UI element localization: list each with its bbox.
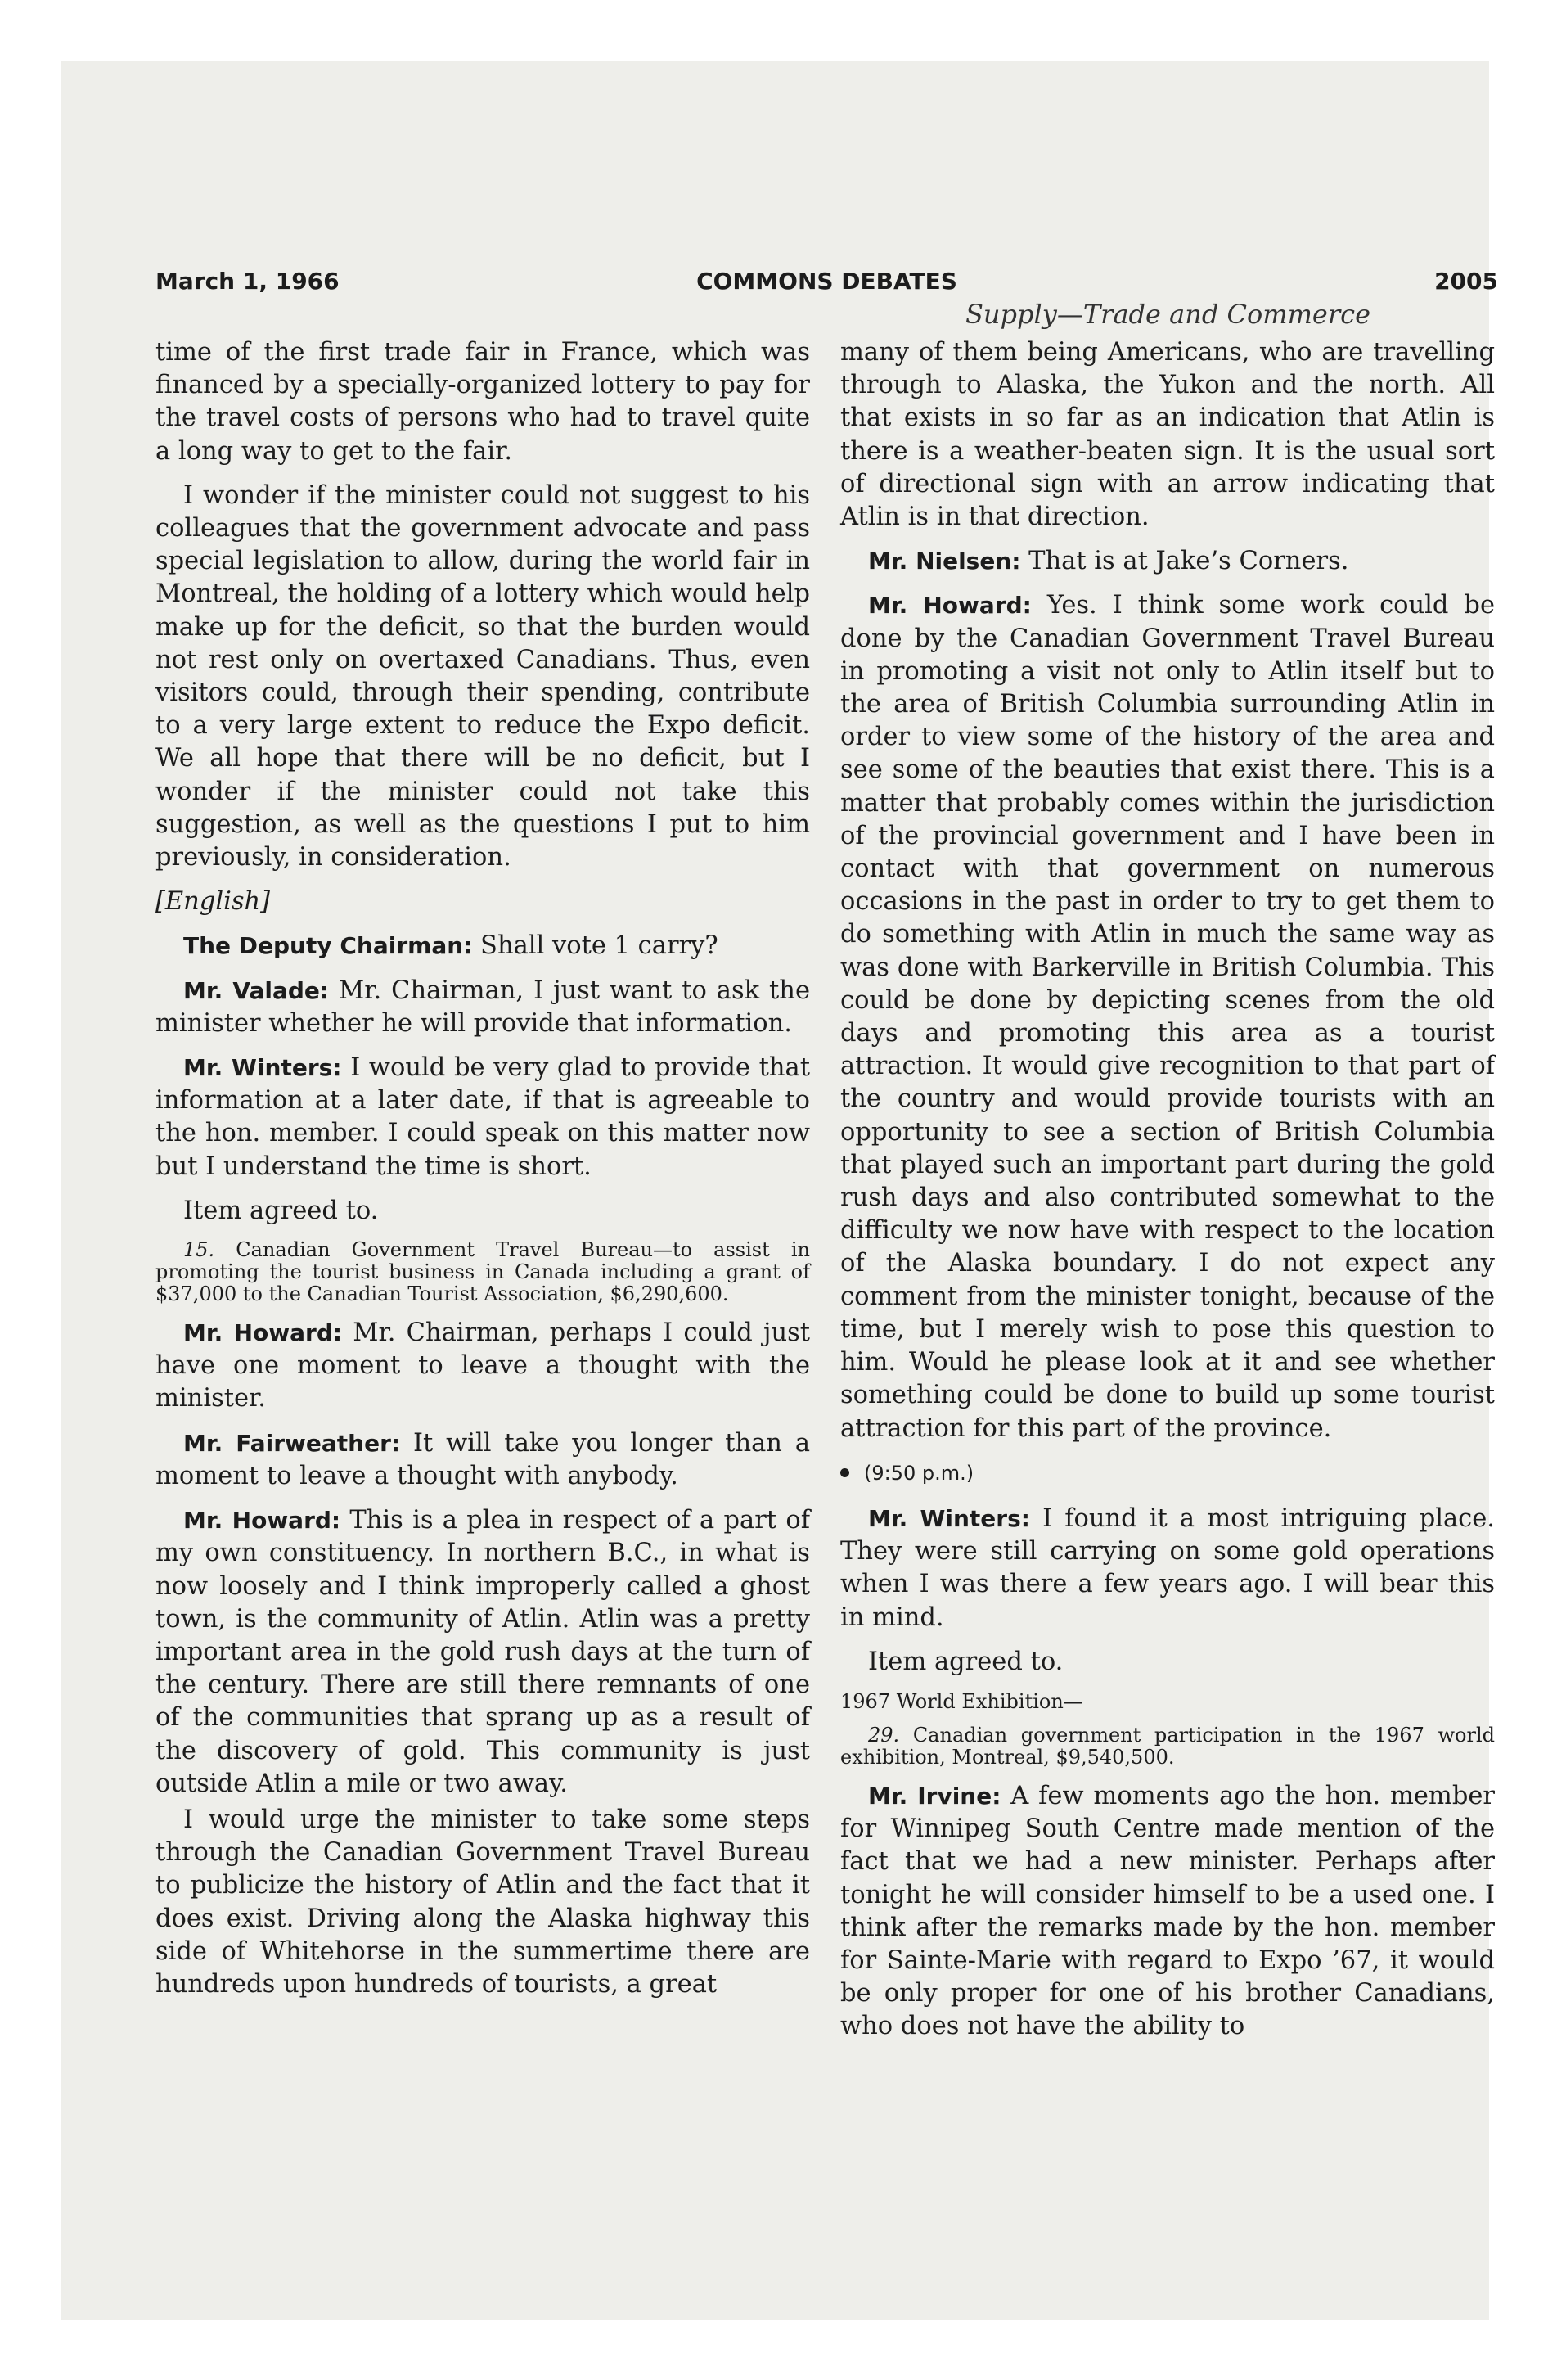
speaker-name: Mr. Howard: (183, 1507, 341, 1535)
speech-text: Mr. Chairman, I just want to ask the minister whether he will provide that information. (155, 976, 810, 1038)
speech-text: I found it a most intriguing place. They were still carrying on some gold operations when I was there a few years ago. I will bear this in mind. (840, 1503, 1495, 1632)
item-agreed: Item agreed to. (183, 1196, 379, 1225)
language-marker: [English] (155, 887, 271, 917)
speech-text: Yes. I think some work could be done by the Canadian Government Travel Bureau in promoting a visit not only to Atlin itself but to the area of British Columbia surrounding Atlin in order to view some of the history of the area and see some of the beauties that exist there. This is a matter that probably comes within the jurisdiction of the provincial government and I have been in contact with that government on numerous occasions in the past in order to try to get them to do something with Atlin in much the same way as was done with Barkerville in British Columbia. This could be done by depicting scenes from the old days and promoting this area as a tourist attraction. It would give recognition to that part of the country and would provide tourists with an opportunity to see a section of British Columbia that played such an important part during the gold rush days and also contributed somewhat to the difficulty we now have with respect to the location of the Alaska boundary. I do not expect any comment from the minister tonight, because of the time, but I merely wish to pose this question to him. Would he please look at it and see whether something could be done to build up some tourist attraction for this part of the province. (840, 591, 1496, 1443)
estimate-item (155, 1239, 810, 1305)
paragraph: I wonder if the minister could not suggest to his colleagues that the government advocate and pass special legislation to allow, during the world fair in Montreal, the holding of a lottery which would help make up for the deficit, so that the burden would not rest only on overtaxed Canadians. Thus, even visitors could, through their spending, contribute to a very large extent to reduce the Expo deficit. We all hope that there will be no deficit, but I wonder if the minister could not take this suggestion, as well as the questions I put to him previously, in consideration. (155, 480, 810, 872)
speaker-name: Mr. Fairweather: (183, 1429, 401, 1457)
speech-text: It will take you longer than a moment to leave a thought with anybody. (155, 1428, 810, 1490)
speech-text: That is at Jake’s Corners. (1020, 547, 1349, 576)
speech-text: I would be very glad to provide that information at a later date, if that is agreeable to the hon. member. I could speak on this matter now but I understand the time is short. (155, 1053, 811, 1181)
item-text: Canadian government participation in the 1967 world exhibition, Montreal, $9,540,500. (840, 1723, 1495, 1769)
speech (840, 1780, 1495, 2044)
speaker-name: Mr. Irvine: (868, 1782, 1001, 1810)
item-number: 15. (183, 1238, 215, 1262)
speech (840, 589, 1495, 1445)
speech (155, 930, 810, 962)
speaker-name: Mr. Nielsen: (868, 548, 1021, 575)
speech-text: A few moments ago the hon. member for Winnipeg South Centre made mention of the fact that we had a new minister. Perhaps after tonight he will consider himself to be a used one. I think after the remarks made by the hon. member for Sainte-Marie with regard to Expo ’67, it would be only proper for one of his brother Canadians, who does not have the ability to (840, 1781, 1496, 2041)
vote-heading: 1967 World Exhibition— (840, 1689, 1083, 1713)
speech (155, 1317, 810, 1416)
speech-text: Shall vote 1 carry? (472, 931, 718, 961)
speaker-name: Mr. Howard: (868, 592, 1032, 620)
header-page-number: 2005 (1434, 268, 1498, 295)
header-publication: COMMONS DEBATES (696, 268, 957, 295)
speaker-name: The Deputy Chairman: (183, 932, 473, 960)
speech (155, 1427, 810, 1493)
paragraph: I would urge the minister to take some steps through the Canadian Government Travel Bureau to publicize the history of Atlin and the fact that it does exist. Driving along the Alaska highway this side of Whitehorse in the summertime there are hundreds upon hundreds of tourists, a great (155, 1805, 810, 1999)
speech (155, 975, 810, 1040)
estimate-item (840, 1724, 1495, 1769)
speech (155, 1504, 810, 1801)
bullet-icon (840, 1468, 849, 1477)
speech (155, 1052, 810, 1183)
time-text: (9:50 p.m.) (864, 1461, 974, 1485)
paragraph: time of the first trade fair in France, which was financed by a specially-organized lottery to pay for the travel costs of persons who had to travel quite a long way to get to the fair. (155, 338, 810, 466)
header-date: March 1, 1966 (155, 268, 340, 295)
item-number: 29. (868, 1723, 900, 1747)
speech-text: This is a plea in respect of a part of my own constituency. In northern B.C., in what is now loosely and I think improperly called a ghost town, is the community of Atlin. Atlin was a pretty important area in the gold rush days at the turn of the century. There are still there remnants of one of the communities that sprang up as a result of the discovery of gold. This community is just outside Atlin a mile or two away. (155, 1506, 810, 1798)
speaker-name: Mr. Valade: (183, 976, 330, 1004)
section-title: Supply—Trade and Commerce (965, 299, 1370, 330)
speech-text: Mr. Chairman, perhaps I could just have one moment to leave a thought with the minister. (155, 1318, 810, 1413)
item-agreed: Item agreed to. (868, 1647, 1064, 1676)
speaker-name: Mr. Winters: (183, 1054, 342, 1082)
speech (840, 545, 1495, 578)
page-scan (61, 61, 1498, 2320)
page-header (155, 268, 1498, 300)
speaker-name: Mr. Winters: (868, 1504, 1030, 1532)
paragraph: many of them being Americans, who are travelling through to Alaska, the Yukon and the north. All that exists in so far as an indication that Atlin is there is a weather-beaten sign. It is the usual sort of directional sign with an arrow indicating that Atlin is in that direction. (840, 338, 1495, 532)
speaker-name: Mr. Howard: (183, 1319, 343, 1347)
right-column (840, 336, 1495, 2055)
time-marker (840, 1457, 1495, 1490)
speech (840, 1503, 1495, 1634)
left-column (155, 336, 810, 2013)
item-text: Canadian Government Travel Bureau—to assist in promoting the tourist business in Canada including a grant of $37,000 to the Canadian Tourist Association, $6,290,600. (155, 1238, 810, 1306)
